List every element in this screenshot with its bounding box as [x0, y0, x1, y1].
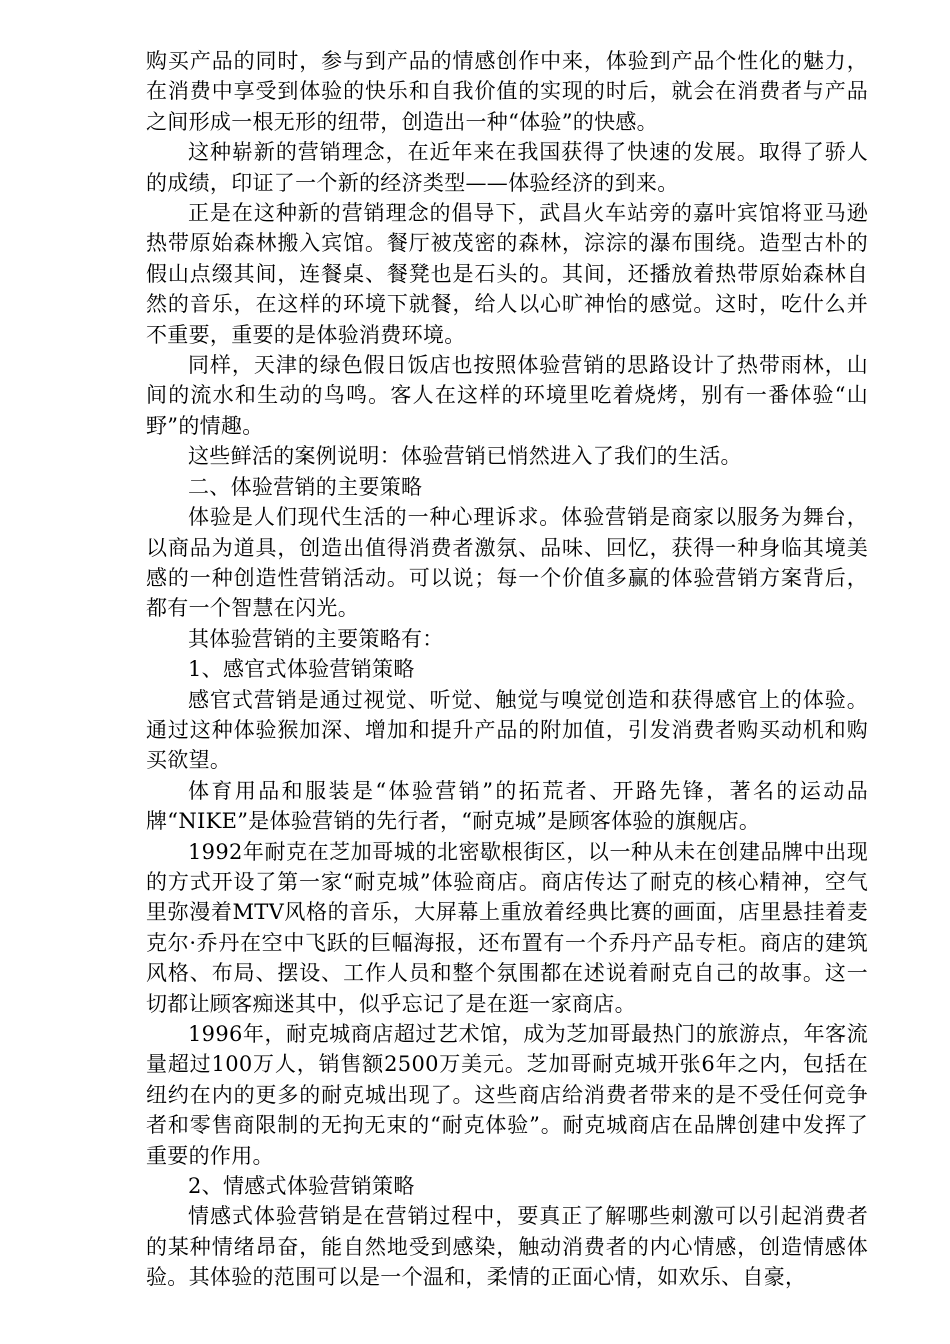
paragraph: 同样，天津的绿色假日饭店也按照体验营销的思路设计了热带雨林，山间的流水和生动的鸟鸣。客人在这样的环境里吃着烧烤，别有一番体验“山野”的情趣。: [146, 353, 868, 438]
paragraph: 这种崭新的营销理念，在近年来在我国获得了快速的发展。取得了骄人的成绩，印证了一个新的经济类型——体验经济的到来。: [146, 140, 868, 195]
paragraph: 1992年耐克在芝加哥城的北密歇根街区，以一种从未在创建品牌中出现的方式开设了第一家“耐克城”体验商店。商店传达了耐克的核心精神，空气里弥漫着MTV风格的音乐，大屏幕上重放着经典比赛的画面，店里悬挂着麦克尔·乔丹在空中飞跃的巨幅海报，还布置有一个乔丹产品专柜。商店的建筑风格、布局、摆设、工作人员和整个氛围都在述说着耐克自己的故事。这一切都让顾客痴迷其中，似乎忘记了是在逛一家商店。: [146, 839, 868, 1016]
paragraph: 正是在这种新的营销理念的倡导下，武昌火车站旁的嘉叶宾馆将亚马逊热带原始森林搬入宾馆。餐厅被茂密的森林，淙淙的瀑布围绕。造型古朴的假山点缀其间，连餐桌、餐凳也是石头的。其间，还播放着热带原始森林自然的音乐，在这样的环境下就餐，给人以心旷神怡的感觉。这时，吃什么并不重要，重要的是体验消费环境。: [146, 201, 868, 347]
paragraph: 其体验营销的主要策略有：: [188, 626, 444, 651]
paragraph: 体育用品和服装是“体验营销”的拓荒者、开路先锋，著名的运动品牌“NIKE”是体验营销的先行者，“耐克城”是顾客体验的旗舰店。: [146, 778, 868, 834]
section-heading: 二、体验营销的主要策略: [188, 474, 423, 499]
document-page: [146, 46, 868, 1293]
paragraph: 感官式营销是通过视觉、听觉、触觉与嗅觉创造和获得感官上的体验。通过这种体验猴加深、增加和提升产品的附加值，引发消费者购买动机和购买欲望。: [146, 687, 868, 773]
paragraph: 购买产品的同时，参与到产品的情感创作中来，体验到产品个性化的魅力，在消费中享受到体验的快乐和自我价值的实现的时后，就会在消费者与产品之间形成一根无形的纽带，创造出一种“体验”的快感。: [146, 49, 868, 134]
paragraph: 体验是人们现代生活的一种心理诉求。体验营销是商家以服务为舞台，以商品为道具，创造出值得消费者激氛、品味、回忆，获得一种身临其境美感的一种创造性营销活动。可以说；每一个价值多赢的体验营销方案背后，都有一个智慧在闪光。: [146, 505, 868, 621]
paragraph: 情感式体验营销是在营销过程中，要真正了解哪些刺激可以引起消费者的某种情绪昂奋，能自然地受到感染，触动消费者的内心情感，创造情感体验。其体验的范围可以是一个温和，柔情的正面心情，如欢乐、自豪，: [146, 1204, 868, 1290]
paragraph: 这些鲜活的案例说明：体验营销已悄然进入了我们的生活。: [188, 444, 742, 469]
subsection-heading: 2、情感式体验营销策略: [188, 1174, 415, 1199]
subsection-heading: 1、感官式体验营销策略: [188, 657, 415, 682]
paragraph: 1996年，耐克城商店超过艺术馆，成为芝加哥最热门的旅游点，年客流量超过100万人，销售额2500万美元。芝加哥耐克城开张6年之内，包括在纽约在内的更多的耐克城出现了。这些商店给消费者带来的是不受任何竞争者和零售商限制的无拘无束的“耐克体验”。耐克城商店在品牌创建中发挥了重要的作用。: [146, 1022, 868, 1168]
